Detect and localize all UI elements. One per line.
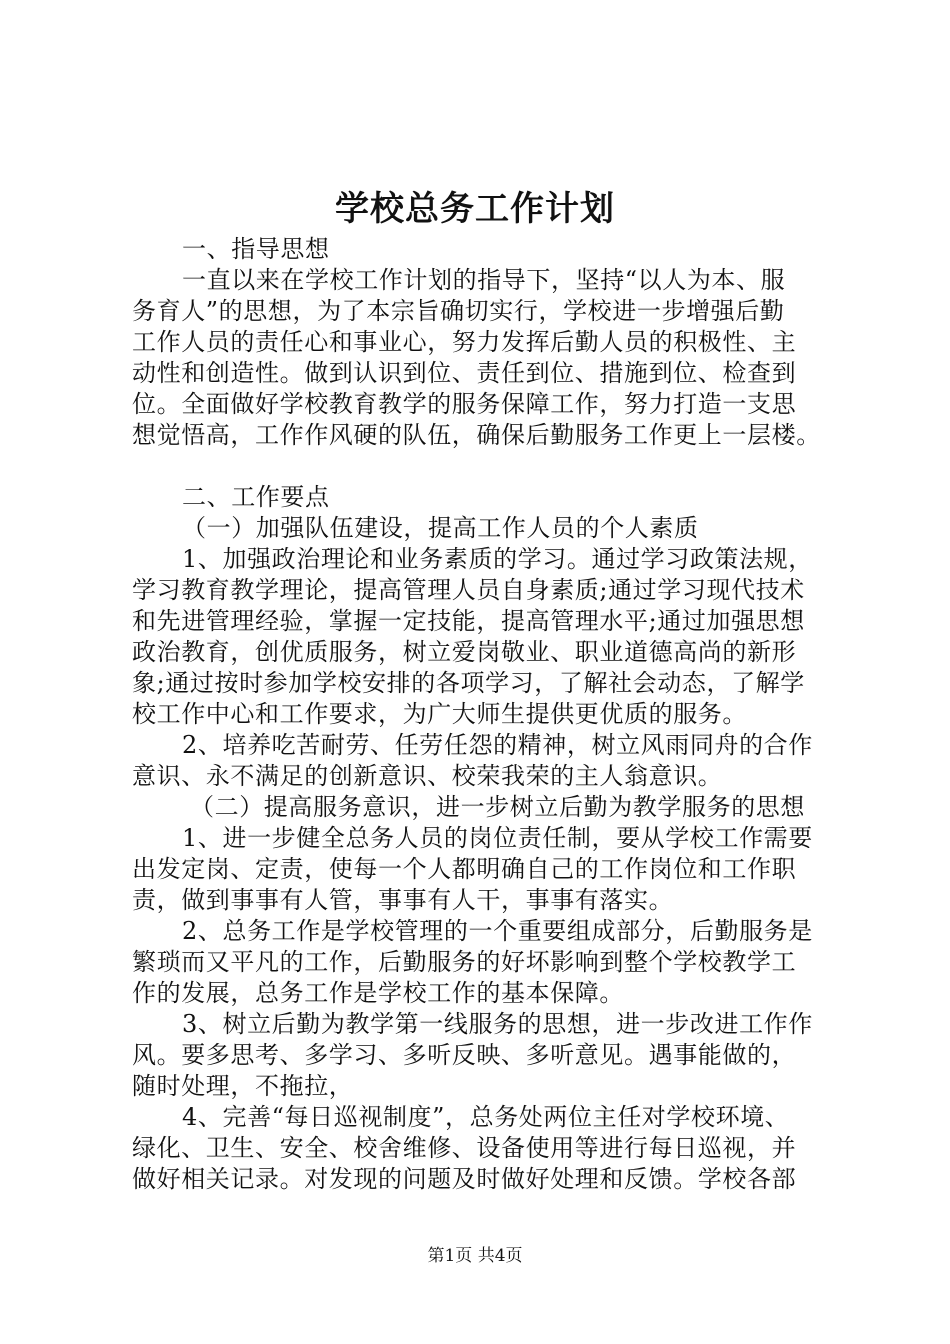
paragraph-line: 绿化、卫生、安全、校舍维修、设备使用等进行每日巡视，并 — [132, 1134, 797, 1162]
paragraph-line: 动性和创造性。做到认识到位、责任到位、措施到位、检查到 — [132, 359, 797, 387]
paragraph-line: 3、树立后勤为教学第一线服务的思想，进一步改进工作作 — [182, 1010, 813, 1038]
paragraph-line: 位。全面做好学校教育教学的服务保障工作，努力打造一支思 — [132, 390, 797, 418]
section-heading: 一、指导思想 — [182, 235, 330, 263]
paragraph-line: 务育人”的思想，为了本宗旨确切实行，学校进一步增强后勤 — [132, 297, 785, 325]
page-footer: 第1页 共4页 — [427, 1246, 523, 1266]
paragraph-line: 随时处理，不拖拉， — [132, 1072, 354, 1100]
paragraph-line: 出发定岗、定责，使每一个人都明确自己的工作岗位和工作职 — [132, 855, 797, 883]
paragraph-line: 意识、永不满足的创新意识、校荣我荣的主人翁意识。 — [132, 762, 723, 790]
paragraph-line: 繁琐而又平凡的工作，后勤服务的好坏影响到整个学校教学工 — [132, 948, 797, 976]
document-body — [132, 234, 832, 1195]
paragraph-line: 2、总务工作是学校管理的一个重要组成部分，后勤服务是 — [182, 917, 813, 945]
paragraph-line: 一直以来在学校工作计划的指导下，坚持“以人为本、服 — [182, 266, 786, 294]
paragraph-line: 责，做到事事有人管，事事有人干，事事有落实。 — [132, 886, 674, 914]
paragraph-line: 1、进一步健全总务人员的岗位责任制，要从学校工作需要 — [182, 824, 813, 852]
section-heading: 二、工作要点 — [182, 483, 330, 511]
paragraph-line: 做好相关记录。对发现的问题及时做好处理和反馈。学校各部 — [132, 1165, 797, 1193]
paragraph-line: 校工作中心和工作要求，为广大师生提供更优质的服务。 — [132, 700, 747, 728]
paragraph-line: 象;通过按时参加学校安排的各项学习，了解社会动态，了解学 — [132, 669, 805, 697]
document-title: 学校总务工作计划 — [335, 189, 615, 229]
paragraph-line: 学习教育教学理论，提高管理人员自身素质;通过学习现代技术 — [132, 576, 805, 604]
paragraph-line: 政治教育，创优质服务，树立爱岗敬业、职业道德高尚的新形 — [132, 638, 797, 666]
paragraph-line: 风。要多思考、多学习、多听反映、多听意见。遇事能做的， — [132, 1041, 797, 1069]
paragraph-line: 作的发展，总务工作是学校工作的基本保障。 — [132, 979, 624, 1007]
paragraph-line: 4、完善“每日巡视制度”，总务处两位主任对学校环境、 — [182, 1103, 790, 1131]
paragraph-line: 1、加强政治理论和业务素质的学习。通过学习政策法规， — [182, 545, 813, 573]
subsection-heading: （二）提高服务意识，进一步树立后勤为教学服务的思想 — [190, 793, 805, 821]
paragraph-line: 2、培养吃苦耐劳、任劳任怨的精神，树立风雨同舟的合作 — [182, 731, 813, 759]
blank-line — [132, 451, 832, 482]
paragraph-line: 工作人员的责任心和事业心，努力发挥后勤人员的积极性、主 — [132, 328, 797, 356]
paragraph-line: 和先进管理经验，掌握一定技能，提高管理水平;通过加强思想 — [132, 607, 805, 635]
paragraph-line: 想觉悟高，工作作风硬的队伍，确保后勤服务工作更上一层楼。 — [132, 421, 821, 449]
subsection-heading: （一）加强队伍建设，提高工作人员的个人素质 — [182, 514, 699, 542]
